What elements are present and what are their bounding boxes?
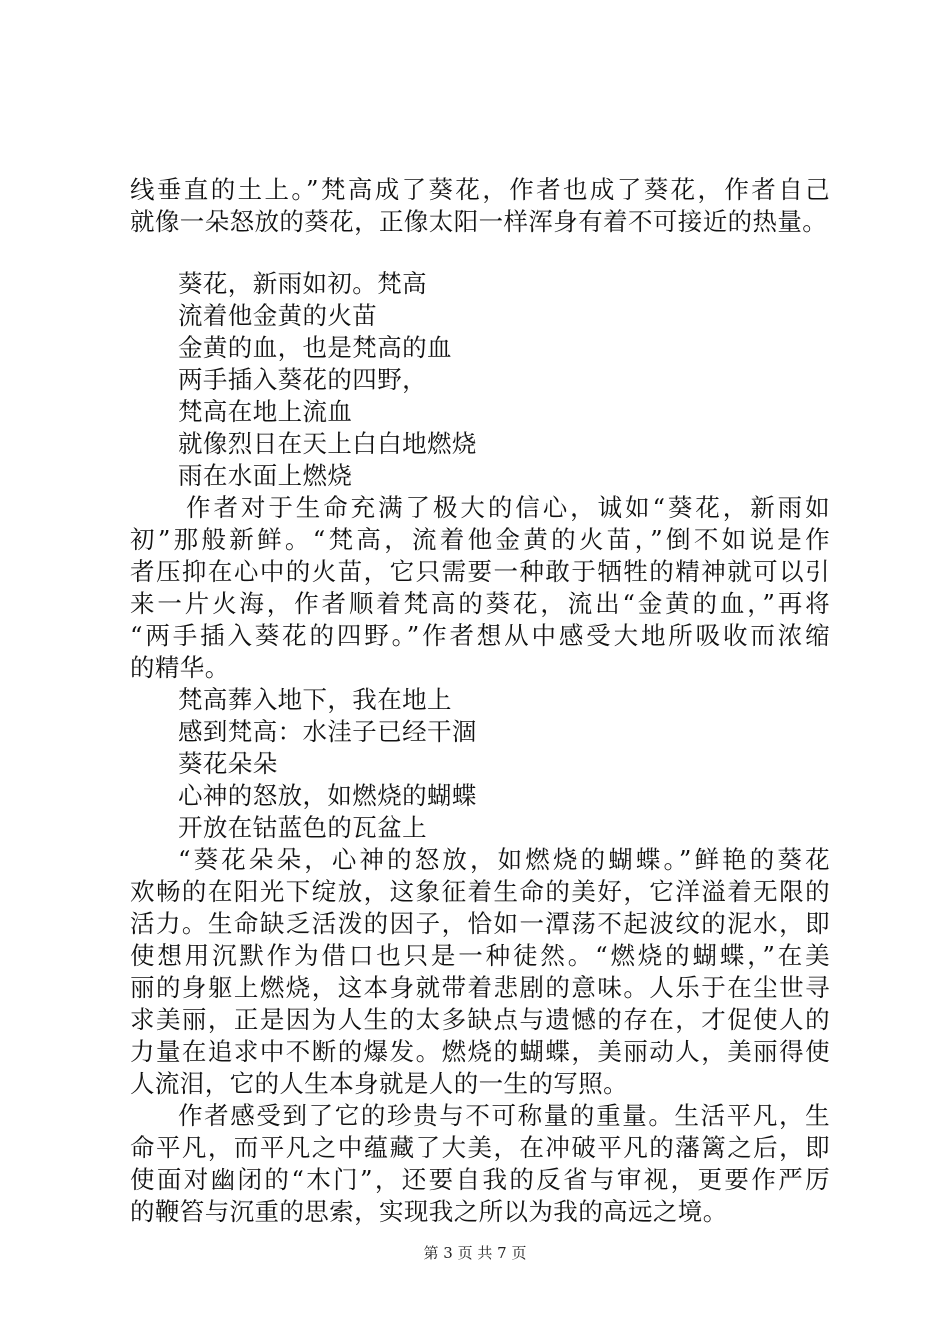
paragraph-line: 力量在追求中不断的爆发。燃烧的蝴蝶，美丽动人，美丽得使 [130,1037,830,1066]
paragraph-line: 初”那般新鲜。“梵高，流着他金黄的火苗，”倒不如说是作 [130,525,830,554]
paragraph-line: 人流泪，它的人生本身就是人的一生的写照。 [130,1069,628,1098]
paragraph-line: 求美丽，正是因为人生的太多缺点与遗憾的存在，才促使人的 [130,1005,830,1034]
poem-line: 开放在钴蓝色的瓦盆上 [178,813,427,842]
paragraph-line: 来一片火海，作者顺着梵高的葵花，流出“金黄的血，”再将 [130,589,830,618]
paragraph-line: 欢畅的在阳光下绽放，这象征着生命的美好，它洋溢着无限的 [130,877,830,906]
poem-line: 就像烈日在天上白白地燃烧 [178,429,477,458]
paragraph-line: 作者感受到了它的珍贵与不可称量的重量。生活平凡，生 [178,1101,830,1130]
paragraph-line: “两手插入葵花的四野。”作者想从中感受大地所吸收而浓缩 [130,621,830,650]
poem-line: 心神的怒放，如燃烧的蝴蝶 [178,781,477,810]
poem-line: 两手插入葵花的四野， [178,365,427,394]
paragraph-line: 命平凡，而平凡之中蕴藏了大美，在冲破平凡的藩篱之后，即 [130,1133,830,1162]
poem-line: 梵高在地上流血 [178,397,353,426]
paragraph-line: 丽的身躯上燃烧，这本身就带着悲剧的意味。人乐于在尘世寻 [130,973,830,1002]
paragraph-line: 的鞭笞与沉重的思索，实现我之所以为我的高远之境。 [130,1197,728,1226]
paragraph-line: 使面对幽闭的“木门”，还要自我的反省与审视，更要作严厉 [130,1165,830,1194]
paragraph-line: 使想用沉默作为借口也只是一种徒然。“燃烧的蝴蝶，”在美 [130,941,830,970]
paragraph-line: 者压抑在心中的火苗，它只需要一种敢于牺牲的精神就可以引 [130,557,830,586]
page-number-footer: 第 3 页 共 7 页 [423,1244,527,1262]
poem-line: 感到梵高：水洼子已经干涸 [178,717,477,746]
paragraph-gap [130,238,830,268]
poem-line: 雨在水面上燃烧 [178,461,353,490]
poem-line: 流着他金黄的火苗 [178,301,378,330]
paragraph-line: 线垂直的土上。”梵高成了葵花，作者也成了葵花，作者自己 [130,175,830,204]
document-body [130,174,830,1228]
poem-line: 金黄的血，也是梵高的血 [178,333,452,362]
poem-line: 葵花，新雨如初。梵高 [178,269,427,298]
paragraph-line: “葵花朵朵，心神的怒放，如燃烧的蝴蝶。”鲜艳的葵花 [178,845,830,874]
paragraph-line: 作者对于生命充满了极大的信心，诚如“葵花，新雨如 [186,493,830,522]
paragraph-line: 就像一朵怒放的葵花，正像太阳一样浑身有着不可接近的热量。 [130,207,828,236]
poem-line: 葵花朵朵 [178,749,278,778]
poem-line: 梵高葬入地下，我在地上 [178,685,452,714]
paragraph-line: 的精华。 [130,653,230,682]
paragraph-line: 活力。生命缺乏活泼的因子，恰如一潭荡不起波纹的泥水，即 [130,909,830,938]
